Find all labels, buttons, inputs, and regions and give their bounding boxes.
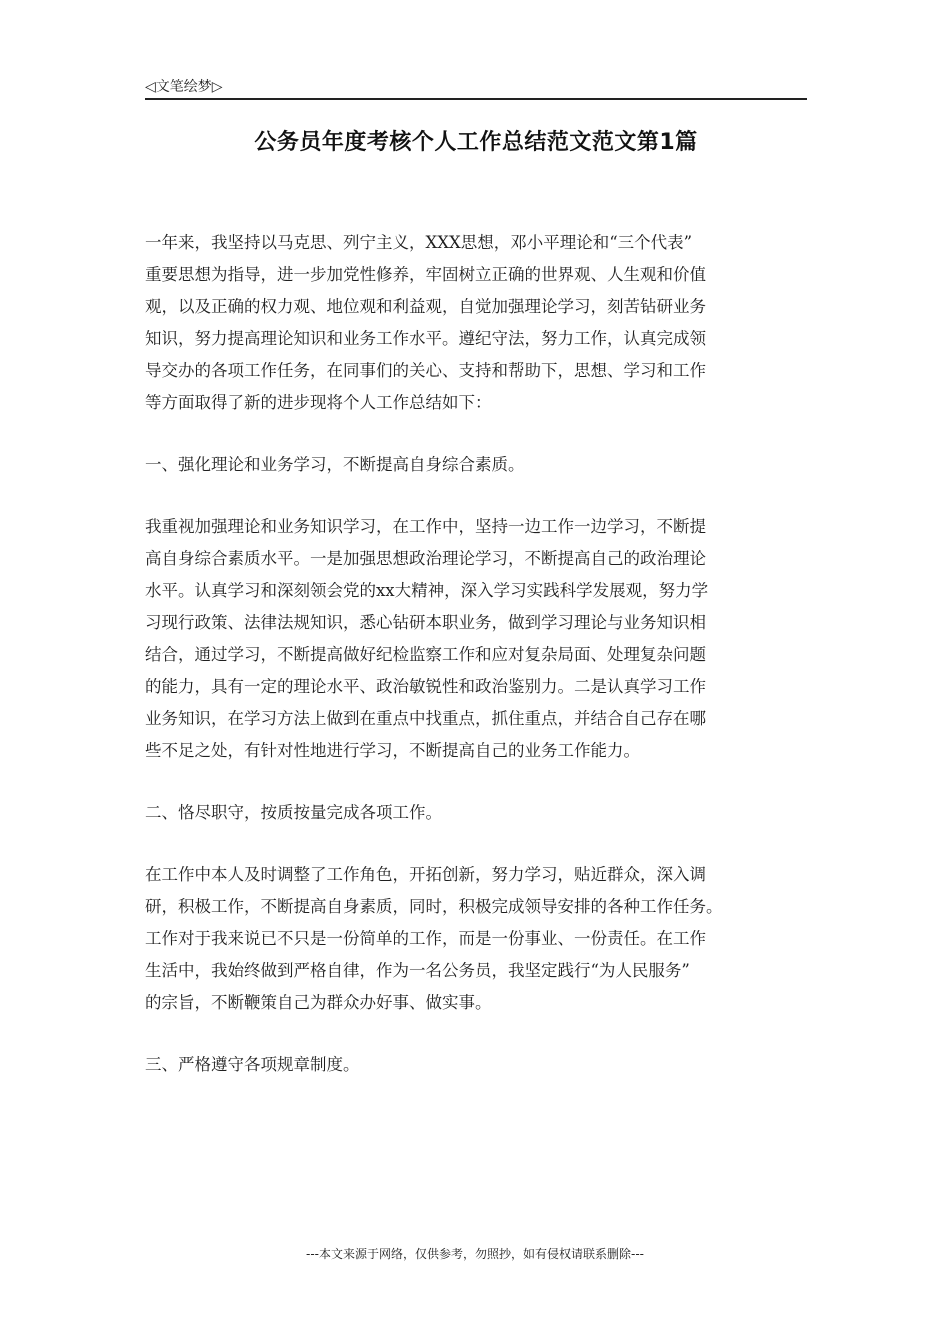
paragraph-line: 我重视加强理论和业务知识学习，在工作中，坚持一边工作一边学习，不断提 [145,517,706,536]
paragraph-line: 的宗旨，不断鞭策自己为群众办好事、做实事。 [145,993,492,1012]
header-logo-text: ◁文笔绘梦▷ [145,79,223,95]
paragraph-line: 在工作中本人及时调整了工作角色，开拓创新，努力学习，贴近群众，深入调 [145,865,706,884]
paragraph-line: 知识，努力提高理论知识和业务工作水平。遵纪守法，努力工作，认真完成领 [145,329,706,348]
paragraph-gap [145,419,807,449]
paragraph-line: 导交办的各项工作任务，在同事们的关心、支持和帮助下，思想、学习和工作 [145,361,706,380]
paragraph [145,511,807,767]
paragraph-line: 工作对于我来说已不只是一份简单的工作，而是一份事业、一份责任。在工作 [145,929,706,948]
paragraph-gap [145,767,807,797]
paragraph-line: 高自身综合素质水平。一是加强思想政治理论学习，不断提高自己的政治理论 [145,549,706,568]
paragraph [145,1049,807,1081]
paragraph-line: 一年来，我坚持以马克思、列宁主义，XXX思想，邓小平理论和“三个代表” [145,233,693,252]
paragraph-line: 些不足之处，有针对性地进行学习，不断提高自己的业务工作能力。 [145,741,640,760]
document-title: 公务员年度考核个人工作总结范文范文第1篇 [254,130,698,155]
paragraph [145,227,807,419]
paragraph-line: 水平。认真学习和深刻领会党的xx大精神，深入学习实践科学发展观，努力学 [145,581,709,600]
page-header [145,74,807,100]
paragraph-gap [145,1019,807,1049]
footer-disclaimer: ---本文来源于网络，仅供参考，勿照抄，如有侵权请联系删除--- [306,1247,644,1261]
paragraph-line: 三、严格遵守各项规章制度。 [145,1055,360,1074]
paragraph-gap [145,829,807,859]
paragraph-line: 等方面取得了新的进步现将个人工作总结如下： [145,393,492,412]
paragraph-line: 结合，通过学习，不断提高做好纪检监察工作和应对复杂局面、处理复杂问题 [145,645,706,664]
paragraph-gap [145,481,807,511]
paragraph [145,859,807,1019]
paragraph-line: 一、强化理论和业务学习，不断提高自身综合素质。 [145,455,525,474]
paragraph-line: 习现行政策、法律法规知识，悉心钻研本职业务，做到学习理论与业务知识相 [145,613,706,632]
paragraph-line: 业务知识，在学习方法上做到在重点中找重点，抓住重点，并结合自己存在哪 [145,709,706,728]
paragraph-line: 重要思想为指导，进一步加党性修养，牢固树立正确的世界观、人生观和价值 [145,265,706,284]
paragraph-line: 观，以及正确的权力观、地位观和利益观，自觉加强理论学习，刻苦钻研业务 [145,297,706,316]
paragraph-line: 的能力，具有一定的理论水平、政治敏锐性和政治鉴别力。二是认真学习工作 [145,677,706,696]
paragraph-line: 二、恪尽职守，按质按量完成各项工作。 [145,803,442,822]
paragraph-line: 研，积极工作，不断提高自身素质，同时，积极完成领导安排的各种工作任务。 [145,897,723,916]
paragraph [145,797,807,829]
paragraph [145,449,807,481]
document-body [145,227,807,1081]
paragraph-line: 生活中，我始终做到严格自律，作为一名公务员，我坚定践行“为人民服务” [145,961,690,980]
